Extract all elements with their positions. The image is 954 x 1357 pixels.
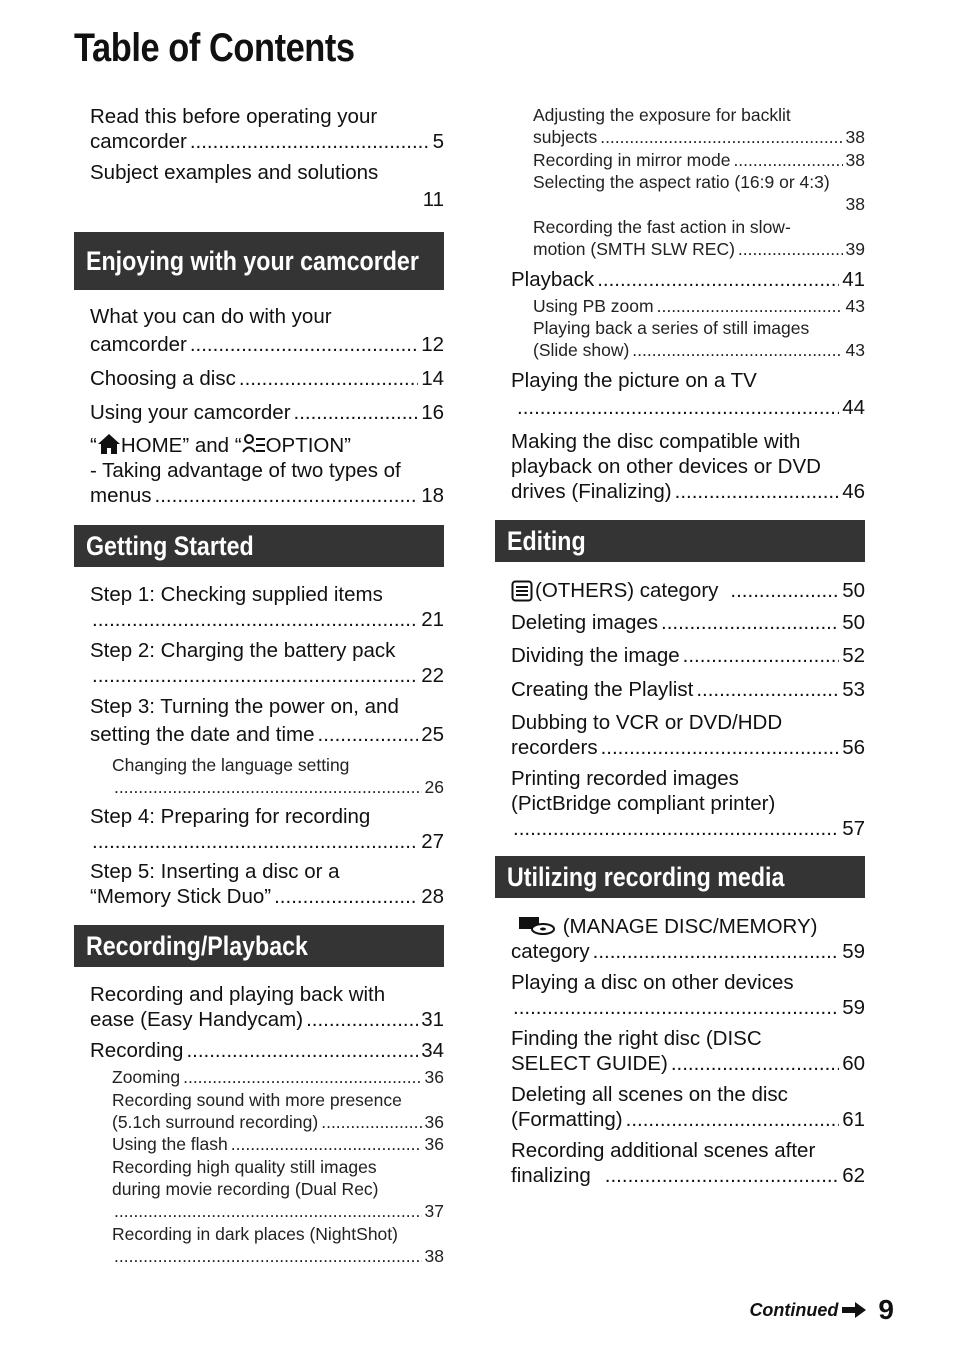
section-header: Recording/Playback [74,925,444,967]
toc-entry[interactable]: Deleting images ..... 50 [511,610,865,635]
toc-subentry[interactable]: Adjusting the exposure for backlit subjects ..... 38 [533,104,865,148]
section-header: Editing [495,520,865,562]
toc-entry[interactable]: Step 4: Preparing for recording ..... 27 [90,804,444,854]
toc-entry[interactable]: Step 1: Checking supplied items ..... 21 [90,582,444,632]
toc-entry[interactable]: Recording and playing back with ease (Easy Handycam) ..... 31 [90,982,444,1032]
toc-entry[interactable]: Deleting all scenes on the disc (Formatting) ..... 61 [511,1082,865,1132]
toc-entry[interactable]: Read this before operating your camcorder ..... 5 [90,104,444,154]
section-header: Utilizing recording media [495,856,865,898]
toc-entry[interactable]: Using your camcorder ..... 16 [90,400,444,425]
toc-subentry[interactable]: Recording in mirror mode ..... 38 [533,149,865,171]
toc-entry[interactable]: Printing recorded images (PictBridge compliant printer) ..... 57 [511,766,865,841]
toc-entry[interactable]: (MANAGE DISC/MEMORY) category ..... 59 [511,914,865,964]
toc-entry[interactable]: What you can do with your camcorder ..... 12 [90,304,444,357]
toc-entry[interactable]: Playing the picture on a TV ..... 44 [511,368,865,420]
toc-subentry[interactable]: Recording the fast action in slow- motion (SMTH SLW REC) ..... 39 [533,216,865,260]
option-icon [242,433,266,455]
toc-subentry[interactable]: Recording in dark places (NightShot) ..... 38 [112,1223,444,1267]
toc-subentry[interactable]: Selecting the aspect ratio (16:9 or 4:3) 38 [533,172,865,214]
toc-entry[interactable]: Playing a disc on other devices ..... 59 [511,970,865,1020]
continued-label: Continued [749,1299,839,1320]
toc-subentry[interactable]: Changing the language setting ..... 26 [112,754,444,798]
toc-subentry[interactable]: Playing back a series of still images (Slide show) ..... 43 [533,317,865,361]
toc-subentry[interactable]: Zooming ..... 36 [112,1066,444,1088]
toc-entry[interactable]: Step 3: Turning the power on, and setting the date and time ..... 25 [90,694,444,747]
toc-entry[interactable]: Subject examples and solutions 11 [90,161,444,211]
toc-entry[interactable]: Playback ..... 41 [511,267,865,292]
toc-subentry[interactable]: Recording high quality still images during movie recording (Dual Rec) ..... 37 [112,1156,444,1222]
toc-entry[interactable]: Recording additional scenes after finalizing ..... 62 [511,1138,865,1188]
page-number: 9 [878,1294,894,1325]
toc-entry[interactable]: “ HOME” and “ OPTION” - Taking advantage of two types of menus ..... 18 [90,433,444,508]
toc-entry[interactable]: Recording ..... 34 [90,1038,444,1063]
toc-entry[interactable]: Dividing the image ..... 52 [511,643,865,668]
arrow-right-icon [842,1302,866,1318]
toc-entry[interactable]: Step 5: Inserting a disc or a “Memory Stick Duo” ..... 28 [90,859,444,909]
section-header: Enjoying with your camcorder [74,232,444,290]
home-icon [97,433,121,455]
toc-subentry[interactable]: Using the flash ..... 36 [112,1133,444,1155]
section-header: Getting Started [74,525,444,567]
page-title: Table of Contents [74,26,355,70]
toc-subentry[interactable]: Recording sound with more presence (5.1ch surround recording) ..... 36 [112,1089,444,1133]
page-footer [749,1294,894,1326]
toc-entry[interactable]: Creating the Playlist ..... 53 [511,677,865,702]
toc-entry[interactable]: Step 2: Charging the battery pack ..... 22 [90,638,444,688]
toc-entry[interactable]: (OTHERS) category ..... 50 [511,578,865,603]
toc-entry[interactable]: Dubbing to VCR or DVD/HDD recorders ..... 56 [511,710,865,760]
toc-subentry[interactable]: Using PB zoom ..... 43 [533,295,865,317]
others-icon [511,580,533,602]
toc-entry[interactable]: Choosing a disc ..... 14 [90,366,444,391]
toc-entry[interactable]: Making the disc compatible with playback on other devices or DVD drives (Finalizing) ..... 46 [511,429,865,504]
toc-entry[interactable]: Finding the right disc (DISC SELECT GUIDE) ..... 60 [511,1026,865,1076]
manage-disc-icon [517,914,557,936]
